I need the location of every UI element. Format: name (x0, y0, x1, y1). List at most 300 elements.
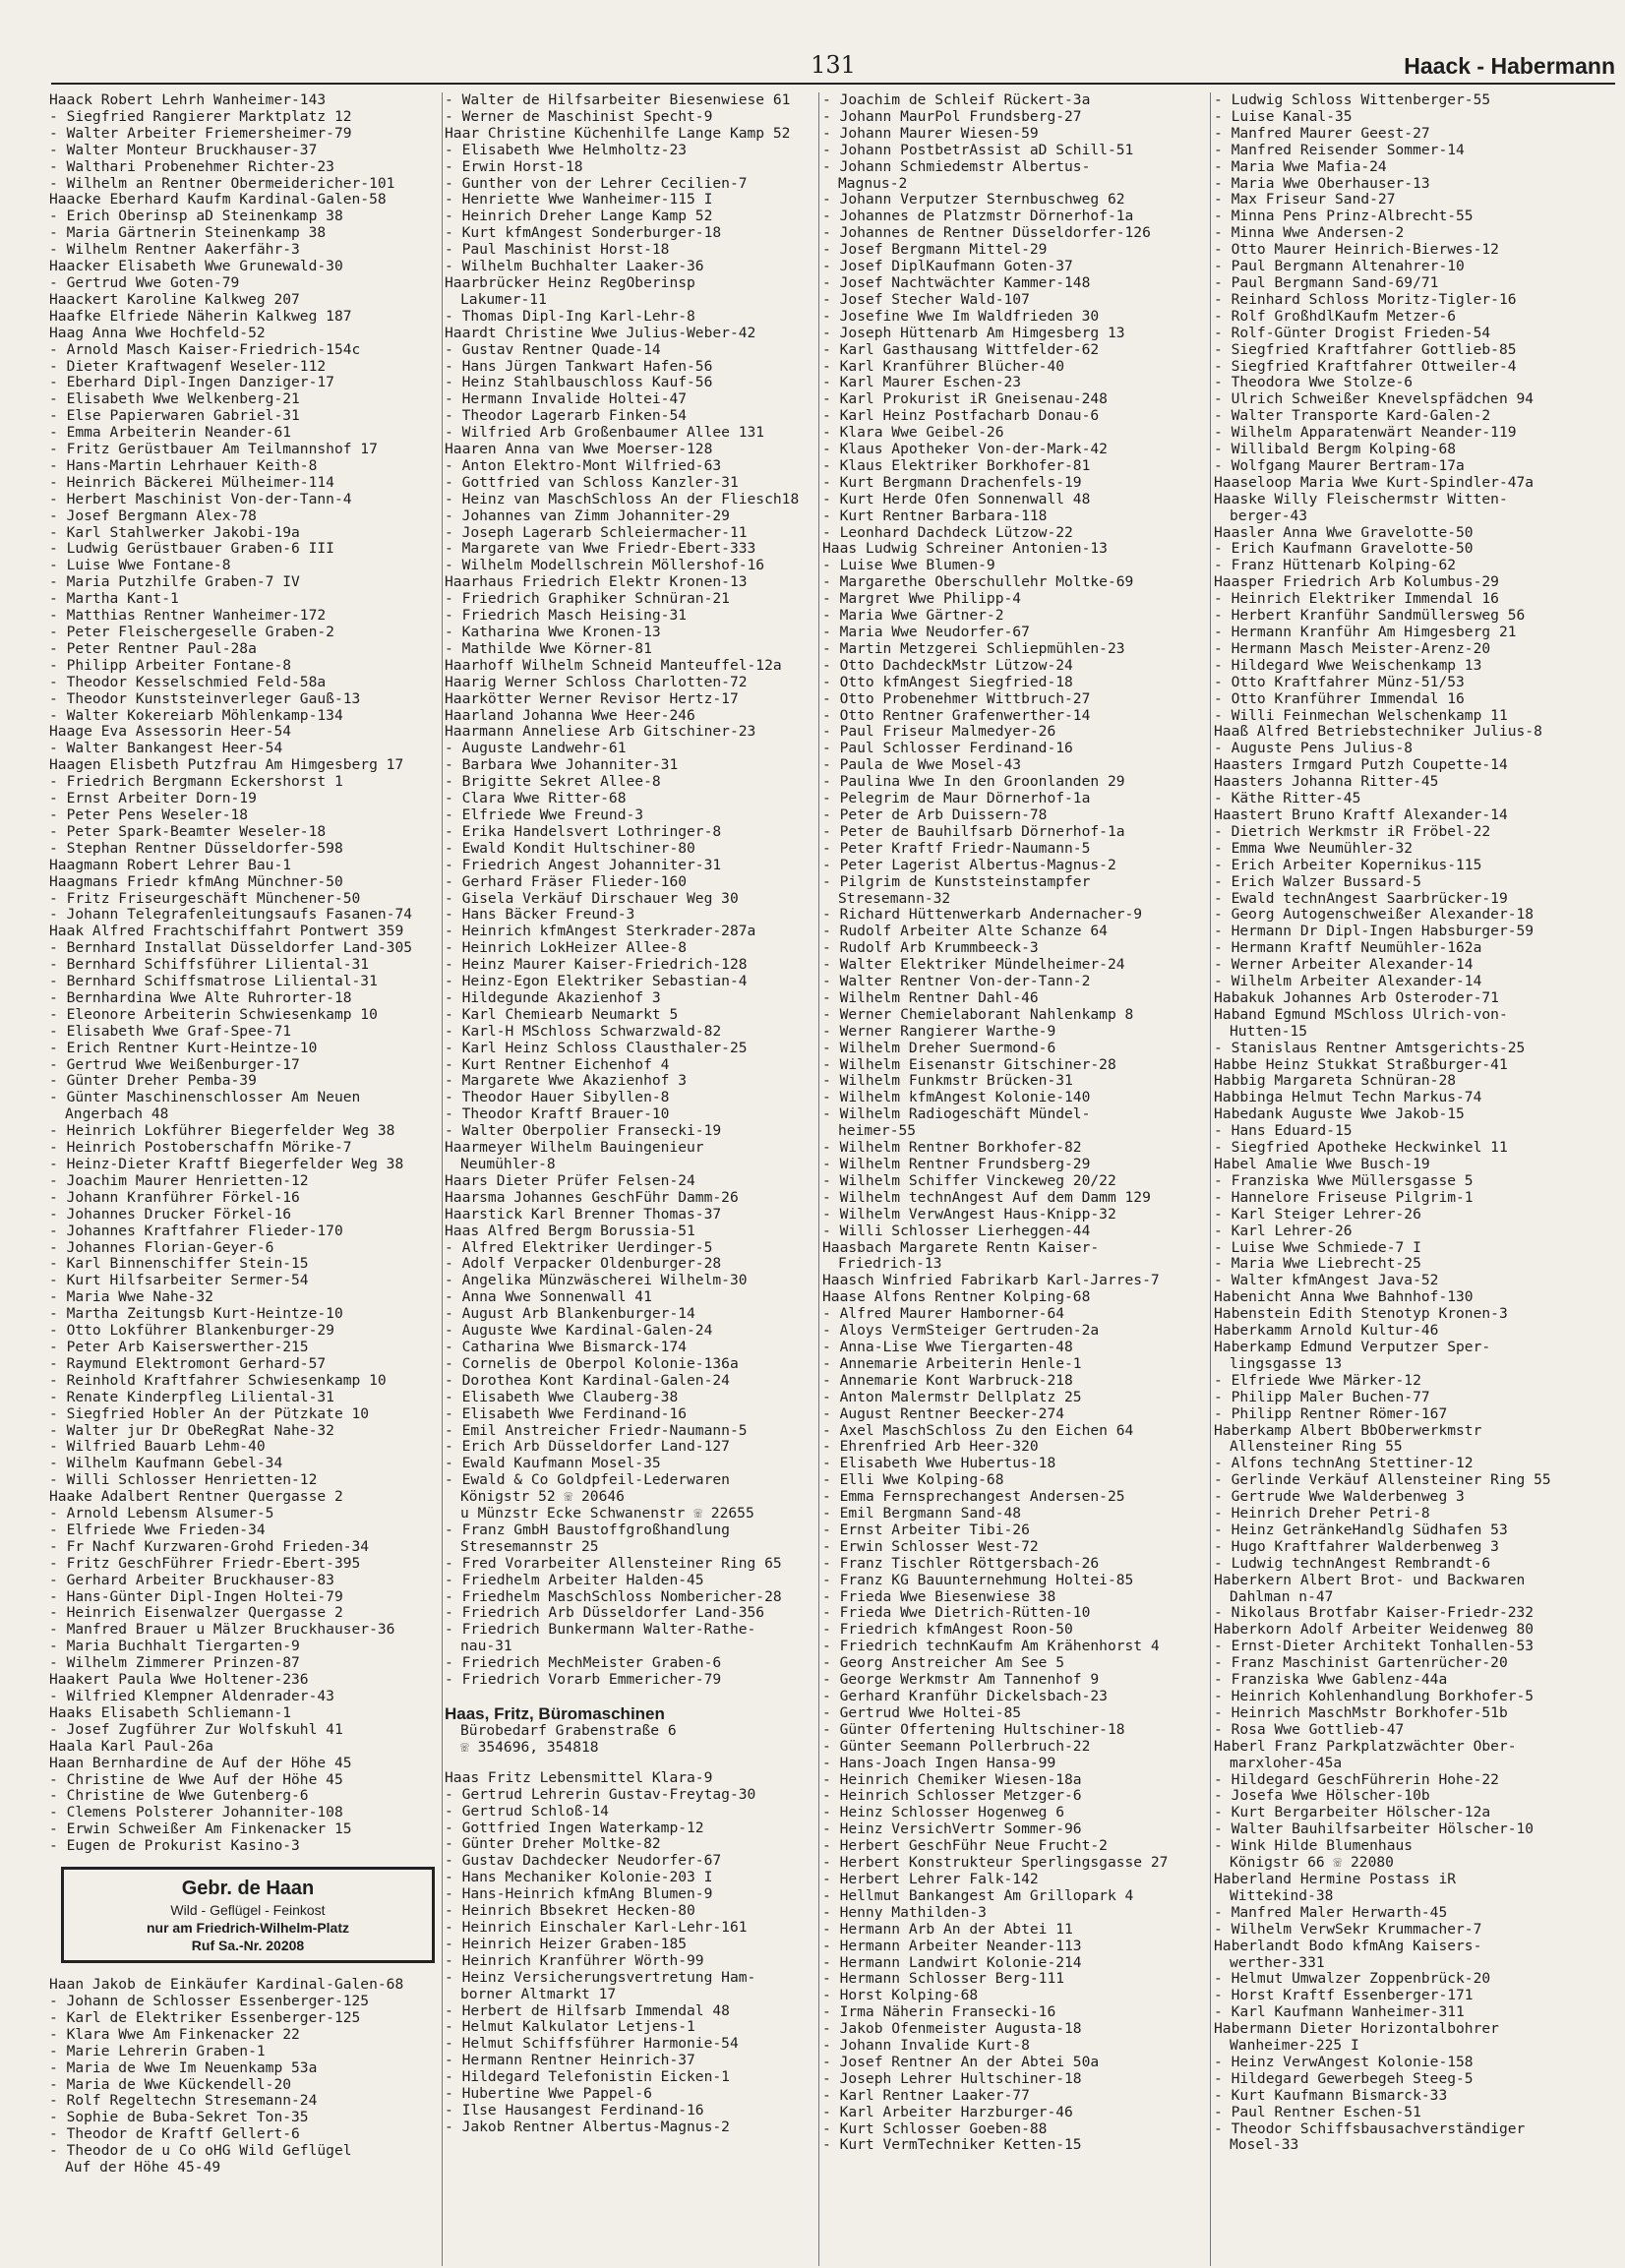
directory-entry: - Philipp Arbeiter Fontane-8 (49, 657, 292, 674)
directory-entry: - Eugen de Prokurist Kasino-3 (49, 1838, 300, 1855)
directory-entry: - Henriette Wwe Wanheimer-115 I (445, 192, 713, 209)
directory-entry: - Matthias Rentner Wanheimer-172 (49, 608, 327, 625)
directory-entry: - Helmut Kalkulator Letjens-1 (445, 2019, 695, 2036)
directory-entry: - Walter Monteur Bruckhauser-37 (49, 142, 318, 158)
directory-entry: - Gertrude Wwe Walderbenweg 3 (1214, 1489, 1465, 1506)
directory-entry-head: Haala Karl Paul-26a (49, 1738, 213, 1755)
directory-entry: - Klaus Apotheker Von-der-Mark-42 (822, 442, 1108, 458)
directory-entry: - Josef Zugführer Zur Wolfskuhl 41 (49, 1721, 343, 1738)
directory-entry: - Erich Kaufmann Gravelotte-50 (1214, 541, 1474, 558)
directory-entry: - Johannes Kraftfahrer Flieder-170 (49, 1223, 343, 1239)
directory-entry: - Manfred Maurer Geest-27 (1214, 125, 1430, 142)
directory-entry: - Johann Invalide Kurt-8 (822, 2038, 1030, 2055)
directory-entry: - Werner de Maschinist Specht-9 (445, 108, 713, 125)
directory-entry: - Friedrich kfmAngest Roon-50 (822, 1622, 1073, 1639)
directory-entry: - Johann Telegrafenleitungsaufs Fasanen-74 (49, 907, 413, 924)
directory-entry: - Heinrich Elektriker Immendal 16 (1214, 591, 1499, 608)
directory-entry: - Johann Maurer Wiesen-59 (822, 125, 1039, 142)
directory-entry: - Franz GmbH Baustoffgroßhandlung (445, 1522, 730, 1538)
directory-entry: - Theodor de Kraftf Gellert-6 (49, 2126, 300, 2143)
directory-entry: - Herbert Maschinist Von-der-Tann-4 (49, 491, 352, 507)
directory-entry: - August Rentner Beecker-274 (822, 1405, 1065, 1422)
directory-entry: - Rudolf Arb Krummbeeck-3 (822, 940, 1039, 957)
directory-entry: - Henny Mathilden-3 (822, 1904, 987, 1921)
directory-entry: - Heinrich Kranführer Wörth-99 (445, 1952, 704, 1969)
directory-entry: - Werner Arbeiter Alexander-14 (1214, 957, 1474, 974)
directory-entry: - Willi Schlosser Lierheggen-44 (822, 1223, 1091, 1239)
directory-entry: - Hermann Rentner Heinrich-37 (445, 2053, 695, 2069)
directory-entry: - Maria Gärtnerin Steinenkamp 38 (49, 225, 327, 242)
directory-entry: - Gisela Verkäuf Dirschauer Weg 30 (445, 890, 739, 907)
directory-entry: - Karl Prokurist iR Gneisenau-248 (822, 391, 1108, 408)
directory-entry: - Günter Seemann Pollerbruch-22 (822, 1738, 1091, 1755)
directory-entry: - Wilhelm VerwSekr Krummacher-7 (1214, 1921, 1482, 1938)
directory-entry: - Maria Wwe Oberhauser-13 (1214, 175, 1430, 192)
directory-entry: - Heinrich MaschMstr Borkhofer-51b (1214, 1704, 1508, 1721)
directory-entry: - Heinz Stahlbauschloss Kauf-56 (445, 375, 713, 391)
directory-entry: - Nikolaus Brotfabr Kaiser-Friedr-232 (1214, 1605, 1535, 1622)
directory-entry: - Auguste Landwehr-61 (445, 741, 627, 757)
directory-entry-head: Haagmans Friedr kfmAng Münchner-50 (49, 873, 343, 890)
directory-entry: - Kurt Bergmann Drachenfels-19 (822, 474, 1082, 491)
directory-entry: - Ewald Kondit Hultschiner-80 (445, 840, 695, 857)
directory-entry: - Günter Dreher Pemba-39 (49, 1073, 257, 1090)
directory-entry: - Pelegrim de Maur Dörnerhof-1a (822, 791, 1091, 807)
directory-entry: - Josef Rentner An der Abtei 50a (822, 2054, 1100, 2070)
directory-entry-continuation: Dahlman n-47 (1230, 1588, 1334, 1605)
directory-entry: - Erich Oberinsp aD Steinenkamp 38 (49, 209, 343, 225)
column-2-entries-after (445, 1770, 816, 2136)
directory-entry: - Thomas Dipl-Ing Karl-Lehr-8 (445, 308, 695, 325)
directory-entry: - Eberhard Dipl-Ingen Danziger-17 (49, 375, 334, 391)
directory-entry: - Stephan Rentner Düsseldorfer-598 (49, 840, 343, 857)
directory-entry: - Peter Fleischergeselle Graben-2 (49, 625, 334, 640)
directory-entry: - Karl Maurer Eschen-23 (822, 375, 1022, 391)
directory-entry: - Hellmut Bankangest Am Grillopark 4 (822, 1887, 1134, 1904)
directory-entry: - Gustav Rentner Quade-14 (445, 341, 661, 358)
directory-entry: - Heinz Versicherungsvertretung Ham- (445, 1969, 756, 1986)
directory-entry: - Karl Lehrer-26 (1214, 1223, 1353, 1239)
directory-entry: - Irma Näherin Fransecki-16 (822, 2004, 1056, 2021)
directory-entry: - Otto Probenehmer Wittbruch-27 (822, 690, 1091, 707)
column-2-entries (445, 92, 816, 1689)
directory-entry: - Hildegard Gewerbegeh Steeg-5 (1214, 2070, 1474, 2087)
directory-entry: - Walter Transporte Kard-Galen-2 (1214, 408, 1491, 425)
directory-entry: - Heinrich kfmAngest Sterkrader-287a (445, 924, 756, 940)
directory-entry: - Kurt Schlosser Goeben-88 (822, 2120, 1048, 2137)
directory-entry: - Erwin Schlosser West-72 (822, 1538, 1039, 1555)
advert-phone: Ruf Sa.-Nr. 20208 (191, 1938, 305, 1954)
column-4 (1214, 92, 1613, 2154)
directory-entry: - Kurt Herde Öfen Sonnenwall 48 (822, 491, 1091, 507)
directory-entry: - Raymund Elektromont Gerhard-57 (49, 1355, 327, 1372)
directory-entry-head: Haarstick Karl Brenner Thomas-37 (445, 1206, 722, 1223)
directory-entry-head: Haack Robert Lehrh Wanheimer-143 (49, 92, 327, 108)
directory-entry-head: Habbig Margareta Schnüran-28 (1214, 1073, 1457, 1090)
directory-entry: - Otto Maurer Heinrich-Bierwes-12 (1214, 242, 1499, 259)
directory-entry: - Günter Offertening Hultschiner-18 (822, 1721, 1125, 1738)
directory-entry-head: Haafke Elfriede Näherin Kalkweg 187 (49, 308, 352, 325)
directory-entry: - Walter Rentner Von-der-Tann-2 (822, 974, 1091, 990)
directory-entry: - Adolf Verpacker Oldenburger-28 (445, 1256, 722, 1273)
directory-entry: - Erwin Horst-18 (445, 158, 583, 175)
directory-entry: - Rolf-Günter Drogist Frieden-54 (1214, 325, 1491, 341)
directory-entry-head: Habbe Heinz Stukkat Straßburger-41 (1214, 1056, 1508, 1073)
directory-entry: - Joseph Lehrer Hultschiner-18 (822, 2070, 1082, 2087)
directory-entry: - Helmut Schiffsführer Harmonie-54 (445, 2036, 739, 2053)
directory-entry: - Siegfried Apotheke Heckwinkel 11 (1214, 1140, 1508, 1157)
directory-entry: - Siegfried Kraftfahrer Gottlieb-85 (1214, 341, 1517, 358)
directory-entry: - Minna Wwe Andersen-2 (1214, 225, 1405, 242)
directory-entry: - Käthe Ritter-45 (1214, 791, 1361, 807)
bold-heading: Haas, Fritz, Büromaschinen (445, 1704, 665, 1723)
directory-entry: - Peter de Bauhilfsarb Dörnerhof-1a (822, 823, 1125, 840)
directory-entry: - Kurt VermTechniker Ketten-15 (822, 2137, 1082, 2154)
directory-entry: - Karl Rentner Laaker-77 (822, 2087, 1030, 2104)
directory-entry: - Franz Tischler Röttgersbach-26 (822, 1555, 1100, 1572)
directory-entry: - Hans-Joach Ingen Hansa-99 (822, 1755, 1056, 1771)
directory-entry: - Johannes van Zimm Johanniter-29 (445, 507, 730, 524)
directory-entry: - Karl Chemiearb Neumarkt 5 (445, 1006, 679, 1023)
directory-entry: - Paul Schlosser Ferdinand-16 (822, 741, 1073, 757)
directory-entry: - Peter de Arb Duissern-78 (822, 806, 1048, 823)
directory-entry-head: Habedank Auguste Wwe Jakob-15 (1214, 1106, 1465, 1123)
directory-entry: - Pilgrim de Kunststeinstampfer (822, 873, 1091, 890)
column-divider (442, 92, 443, 2266)
directory-entry: - Theodor Kunststeinverleger Gauß-13 (49, 690, 361, 707)
directory-entry: - Wink Hilde Blumenhaus (1214, 1838, 1414, 1855)
directory-entry-head: Haaseloop Maria Wwe Kurt-Spindler-47a (1214, 474, 1535, 491)
directory-entry: - Wilhelm Modellschrein Möllershof-16 (445, 558, 765, 574)
directory-entry: - Hubertine Wwe Pappel-6 (445, 2086, 652, 2103)
directory-entry: - Gustav Dachdecker Neudorfer-67 (445, 1853, 722, 1870)
directory-entry: - Elisabeth Wwe Hubertus-18 (822, 1456, 1056, 1472)
directory-entry: - Hermann Arb An der Abtei 11 (822, 1921, 1073, 1938)
directory-entry: - Hildegunde Akazienhof 3 (445, 989, 661, 1006)
directory-entry: - Heinz van MaschSchloss An der Fliesch18 (445, 491, 800, 507)
advert-location: nur am Friedrich-Wilhelm-Platz (146, 1920, 349, 1937)
directory-entry: - Margret Wwe Philipp-4 (822, 591, 1022, 608)
directory-entry: - Herbert Konstrukteur Sperlingsgasse 27 (822, 1855, 1169, 1872)
directory-entry: - Johann Kranführer Förkel-16 (49, 1189, 300, 1206)
directory-entry: - Walter Bauhilfsarbeiter Hölscher-10 (1214, 1821, 1535, 1838)
directory-entry: - Horst Kraftf Essenberger-171 (1214, 1988, 1474, 2004)
directory-entry-head: Habenicht Anna Wwe Bahnhof-130 (1214, 1289, 1474, 1306)
directory-entry: - Friedrich Bunkermann Walter-Rathe- (445, 1622, 756, 1639)
directory-entry: - Otto DachdeckMstr Lützow-24 (822, 657, 1073, 674)
directory-entry: - Elisabeth Wwe Graf-Spee-71 (49, 1023, 292, 1040)
directory-entry: - Joseph Lagerarb Schleiermacher-11 (445, 524, 748, 541)
directory-entry: - Luise Wwe Blumen-9 (822, 558, 995, 574)
directory-entry: - Anna Wwe Sonnenwall 41 (445, 1289, 652, 1306)
directory-entry: - Walter Elektriker Mündelheimer-24 (822, 957, 1125, 974)
directory-entry: - Maria Wwe Neudorfer-67 (822, 625, 1030, 640)
directory-entry: - Gerhard Arbeiter Bruckhauser-83 (49, 1572, 334, 1588)
directory-entry: - Karl Stahlwerker Jakobi-19a (49, 524, 300, 541)
directory-entry: - Johannes Florian-Geyer-6 (49, 1239, 274, 1256)
directory-entry-head: Haband Egmund MSchloss Ulrich-von- (1214, 1006, 1508, 1023)
directory-entry-head: Haberkamp Edmund Verputzer Sper- (1214, 1339, 1491, 1355)
directory-entry-head: Haasbach Margarete Rentn Kaiser- (822, 1239, 1100, 1256)
directory-entry-head: Haagen Elisbeth Putzfrau Am Himgesberg 17 (49, 757, 404, 774)
directory-entry-head: Haacke Eberhard Kaufm Kardinal-Galen-58 (49, 192, 387, 209)
directory-entry: - Willi Schlosser Henrietten-12 (49, 1472, 318, 1489)
directory-entry: - Willibald Bergm Kolping-68 (1214, 442, 1457, 458)
directory-entry: - Heinz VerwAngest Kolonie-158 (1214, 2054, 1474, 2070)
directory-entry: - Karl-H MSchloss Schwarzwald-82 (445, 1023, 722, 1040)
directory-entry: - Johann de Schlosser Essenberger-125 (49, 1993, 370, 2009)
directory-entry: - Minna Pens Prinz-Albrecht-55 (1214, 209, 1474, 225)
directory-entry: - Peter Pens Weseler-18 (49, 806, 249, 823)
directory-entry-head: Haberkern Albert Brot- und Backwaren (1214, 1572, 1526, 1588)
directory-entry: - Clemens Polsterer Johanniter-108 (49, 1805, 343, 1821)
directory-entry: - Jakob Ofenmeister Augusta-18 (822, 2021, 1082, 2038)
directory-entry-continuation: Stresemann-32 (838, 890, 951, 907)
directory-entry: - Johann MaurPol Frundsberg-27 (822, 108, 1082, 125)
directory-entry: - Dorothea Kont Kardinal-Galen-24 (445, 1372, 730, 1389)
directory-entry: - Marie Lehrerin Graben-1 (49, 2043, 266, 2059)
directory-entry: - Wilhelm Buchhalter Laaker-36 (445, 259, 704, 275)
directory-entry: - Gerhard Fräser Flieder-160 (445, 873, 688, 890)
page-header (51, 49, 1615, 85)
directory-entry: - Christine de Wwe Gutenberg-6 (49, 1788, 309, 1805)
directory-entry: - Jakob Rentner Albertus-Magnus-2 (445, 2119, 730, 2135)
directory-entry-continuation: marxloher-45a (1230, 1755, 1343, 1771)
directory-entry: - Auguste Wwe Kardinal-Galen-24 (445, 1323, 713, 1340)
directory-entry: - Johann Schmiedemstr Albertus- (822, 158, 1091, 175)
directory-entry: - Erich Arb Düsseldorfer Land-127 (445, 1439, 730, 1456)
directory-entry-head: Haars Dieter Prüfer Felsen-24 (445, 1172, 695, 1189)
directory-entry-head: Haan Jakob de Einkäufer Kardinal-Galen-68 (49, 1977, 404, 1994)
directory-entry: - Wilhelm kfmAngest Kolonie-140 (822, 1090, 1091, 1106)
directory-entry-head: Habenstein Edith Stenotyp Kronen-3 (1214, 1306, 1508, 1323)
directory-entry: - Heinz-Dieter Kraftf Biegerfelder Weg 38 (49, 1157, 404, 1172)
directory-entry-continuation: Mosel-33 (1230, 2137, 1299, 2154)
directory-entry: - Joachim Maurer Henrietten-12 (49, 1172, 309, 1189)
directory-entry-continuation: Neumühler-8 (460, 1157, 556, 1172)
directory-entry: - Josef Bergmann Alex-78 (49, 507, 257, 524)
directory-entry-continuation: ☏ 354696, 354818 (460, 1739, 599, 1756)
directory-entry-head: Haberlandt Bodo kfmAng Kaisers- (1214, 1938, 1482, 1954)
directory-entry-continuation: Auf der Höhe 45-49 (65, 2160, 221, 2177)
directory-entry: - Theodor Hauer Sibyllen-8 (445, 1090, 670, 1106)
directory-entry: - Friedrich Bergmann Eckershorst 1 (49, 774, 343, 791)
directory-entry: - Elfriede Wwe Frieden-34 (49, 1522, 266, 1538)
directory-entry: - Hans Jürgen Tankwart Hafen-56 (445, 358, 713, 375)
column-divider (818, 92, 819, 2266)
directory-entry: - Heinrich Bbsekret Hecken-80 (445, 1903, 695, 1920)
directory-entry: - Manfred Brauer u Mälzer Bruckhauser-36 (49, 1622, 395, 1639)
directory-entry: - Josef Nachtwächter Kammer-148 (822, 274, 1091, 291)
directory-entry: - Ernst Arbeiter Tibi-26 (822, 1522, 1030, 1538)
directory-entry-head: Haasters Irmgard Putzh Coupette-14 (1214, 757, 1508, 774)
directory-entry-continuation: Allensteiner Ring 55 (1230, 1439, 1403, 1456)
directory-entry: - Alfred Elektriker Uerdinger-5 (445, 1239, 713, 1256)
directory-entry: - Heinrich Eisenwalzer Quergasse 2 (49, 1605, 343, 1622)
directory-entry: - Wilhelm Radiogeschäft Mündel- (822, 1106, 1091, 1123)
directory-entry: - Heinrich Postoberschaffn Mörike-7 (49, 1140, 352, 1157)
directory-entry: - Anton Elektro-Mont Wilfried-63 (445, 457, 722, 474)
directory-entry-head: Habbinga Helmut Techn Markus-74 (1214, 1090, 1482, 1106)
directory-entry: - Friedrich MechMeister Graben-6 (445, 1655, 722, 1672)
directory-entry: - Otto Rentner Grafenwerther-14 (822, 707, 1091, 724)
directory-entry: - Hermann Invalide Holtei-47 (445, 391, 688, 408)
directory-entry: - Herbert Kranführ Sandmüllersweg 56 (1214, 608, 1526, 625)
directory-entry: - Martin Metzgerei Schliepmühlen-23 (822, 640, 1125, 657)
directory-entry: - Walthari Probenehmer Richter-23 (49, 158, 334, 175)
directory-entry: - Stanislaus Rentner Amtsgerichts-25 (1214, 1040, 1526, 1056)
directory-entry-continuation: Wittekind-38 (1230, 1887, 1334, 1904)
directory-entry: - Heinrich Schlosser Metzger-6 (822, 1788, 1082, 1805)
directory-entry: - Johannes Drucker Förkel-16 (49, 1206, 292, 1223)
directory-entry: - Siegfried Rangierer Marktplatz 12 (49, 108, 352, 125)
directory-entry: - Hugo Kraftfahrer Walderbenweg 3 (1214, 1538, 1499, 1555)
column-2-bold-lines (445, 1723, 816, 1757)
advert-firm: Gebr. de Haan (181, 1878, 315, 1900)
directory-entry: - Hermann Kraftf Neumühler-162a (1214, 940, 1482, 957)
directory-entry: - Paul Friseur Malmedyer-26 (822, 724, 1056, 741)
directory-entry: - Heinz-Egon Elektriker Sebastian-4 (445, 974, 748, 990)
advert-box (61, 1867, 435, 1963)
directory-entry: - Paul Bergmann Sand-69/71 (1214, 274, 1439, 291)
directory-entry: - Dieter Kraftwagenf Weseler-112 (49, 358, 327, 375)
directory-entry: - Maria Wwe Liebrecht-25 (1214, 1256, 1421, 1273)
directory-entry: - Frieda Wwe Biesenwiese 38 (822, 1588, 1056, 1605)
directory-entry: - Hermann Dr Dipl-Ingen Habsburger-59 (1214, 924, 1535, 940)
directory-entry: - Wilhelm Rentner Frundsberg-29 (822, 1157, 1091, 1172)
directory-entry: - Hermann Arbeiter Neander-113 (822, 1938, 1082, 1954)
directory-entry: - Heinrich Dreher Lange Kamp 52 (445, 209, 713, 225)
directory-entry: - Reinhold Kraftfahrer Schwiesenkamp 10 (49, 1372, 387, 1389)
directory-entry: - Günter Maschinenschlosser Am Neuen (49, 1090, 361, 1106)
directory-entry: - Maria de Wwe Kückendell-20 (49, 2076, 292, 2093)
directory-entry: - Karl Kaufmann Wanheimer-311 (1214, 2004, 1465, 2021)
directory-entry-continuation: Lakumer-11 (460, 291, 547, 308)
directory-entry: - Axel MaschSchloss Zu den Eichen 64 (822, 1422, 1134, 1439)
directory-entry: - Gertrud Wwe Goten-79 (49, 274, 240, 291)
directory-entry: - Gertrud Lehrerin Gustav-Freytag-30 (445, 1786, 756, 1803)
directory-entry: - Ludwig Schloss Wittenberger-55 (1214, 92, 1491, 108)
directory-entry-continuation: Hutten-15 (1230, 1023, 1308, 1040)
directory-entry: - Heinrich Lokführer Biegerfelder Weg 38 (49, 1123, 395, 1140)
directory-entry: - Erika Handelsvert Lothringer-8 (445, 823, 722, 840)
directory-entry: - Josef Bergmann Mittel-29 (822, 242, 1048, 259)
directory-entry-head: Haberland Hermine Postass iR (1214, 1871, 1457, 1887)
advert-goods: Wild - Geflügel - Feinkost (170, 1902, 326, 1919)
directory-entry: - Christine de Wwe Auf der Höhe 45 (49, 1771, 343, 1788)
directory-entry: - Klara Wwe Am Finkenacker 22 (49, 2026, 300, 2043)
directory-entry: - Hans-Günter Dipl-Ingen Holtei-79 (49, 1588, 343, 1605)
directory-entry-head: Haasler Anna Wwe Gravelotte-50 (1214, 524, 1474, 541)
directory-entry: - Anna-Lise Wwe Tiergarten-48 (822, 1339, 1073, 1355)
directory-entry-head: Haarig Werner Schloss Charlotten-72 (445, 674, 748, 690)
directory-entry: - Joseph Hüttenarb Am Himgesberg 13 (822, 325, 1125, 341)
column-1 (49, 92, 441, 2177)
directory-entry: - Wilhelm Rentner Dahl-46 (822, 989, 1039, 1006)
directory-entry: - Eleonore Arbeiterin Schwiesenkamp 10 (49, 1006, 378, 1023)
directory-entry: - Emma Wwe Neumühler-32 (1214, 840, 1414, 857)
directory-entry: - Walter Arbeiter Friemersheimer-79 (49, 125, 352, 142)
directory-entry: - Ewald Kaufmann Mosel-35 (445, 1456, 661, 1472)
directory-entry: - Ludwig Gerüstbauer Graben-6 III (49, 541, 334, 558)
directory-entry-head: Haberl Franz Parkplatzwächter Ober- (1214, 1738, 1517, 1755)
directory-entry: - Maria Buchhalt Tiergarten-9 (49, 1639, 300, 1655)
directory-entry: - Fritz Friseurgeschäft Münchener-50 (49, 890, 361, 907)
directory-entry: - Kurt kfmAngest Sonderburger-18 (445, 225, 722, 242)
directory-entry: - Margarete Wwe Akazienhof 3 (445, 1073, 688, 1090)
directory-entry: - Heinrich Heizer Graben-185 (445, 1936, 688, 1952)
directory-entry: - Franziska Wwe Gablenz-44a (1214, 1672, 1448, 1689)
directory-entry: - Maria Wwe Nahe-32 (49, 1289, 213, 1306)
directory-entry: - Johann PostbetrAssist aD Schill-51 (822, 142, 1134, 158)
directory-entry: - Erich Arbeiter Kopernikus-115 (1214, 857, 1482, 873)
directory-entry: - Johannes de Rentner Düsseldorfer-126 (822, 225, 1151, 242)
directory-entry-continuation: berger-43 (1230, 507, 1308, 524)
directory-entry: - Karl Steiger Lehrer-26 (1214, 1206, 1421, 1223)
directory-entry: - Rolf Regeltechn Stresemann-24 (49, 2093, 318, 2110)
directory-entry: - Otto Lokführer Blankenburger-29 (49, 1323, 334, 1340)
directory-entry-head: Haasper Friedrich Arb Kolumbus-29 (1214, 574, 1499, 591)
directory-entry: - Kurt Kaufmann Bismarck-33 (1214, 2087, 1448, 2104)
directory-entry-head: Haarsma Johannes GeschFühr Damm-26 (445, 1189, 739, 1206)
directory-entry: - Franz Maschinist Gartenrücher-20 (1214, 1655, 1508, 1672)
directory-entry: - Franz Hüttenarb Kolping-62 (1214, 558, 1457, 574)
directory-entry-head: Haarland Johanna Wwe Heer-246 (445, 707, 695, 724)
directory-entry: - Wilhelm technAngest Auf dem Damm 129 (822, 1189, 1151, 1206)
directory-entry-head: Haarmann Anneliese Arb Gitschiner-23 (445, 724, 756, 741)
directory-entry-head: Haase Alfons Rentner Kolping-68 (822, 1289, 1091, 1306)
directory-entry-head: Haakert Paula Wwe Holtener-236 (49, 1672, 309, 1689)
directory-entry: - Wilhelm Apparatenwärt Neander-119 (1214, 425, 1517, 442)
directory-entry: - George Werkmstr Am Tannenhof 9 (822, 1672, 1100, 1689)
directory-entry: - Heinz Schlosser Hogenweg 6 (822, 1805, 1065, 1821)
directory-entry: - Siegfried Hobler An der Pützkate 10 (49, 1405, 370, 1422)
directory-entry: - Peter Arb Kaiserswerther-215 (49, 1339, 309, 1355)
directory-entry: - Wolfgang Maurer Bertram-17a (1214, 457, 1465, 474)
directory-entry-head: Habakuk Johannes Arb Osteroder-71 (1214, 989, 1499, 1006)
directory-entry: - Wilhelm Schiffer Vinckeweg 20/22 (822, 1172, 1116, 1189)
directory-entry: - August Arb Blankenburger-14 (445, 1306, 695, 1323)
directory-entry: - Wilhelm Dreher Suermond-6 (822, 1040, 1056, 1056)
directory-entry: - Wilfried Arb Großenbaumer Allee 131 (445, 425, 765, 442)
directory-entry: - Walter Kokereiarb Möhlenkamp-134 (49, 707, 343, 724)
directory-entry: - Frieda Wwe Dietrich-Rütten-10 (822, 1605, 1091, 1622)
directory-entry: - Josefa Wwe Hölscher-10b (1214, 1788, 1430, 1805)
directory-entry-head: Haar Christine Küchenhilfe Lange Kamp 52 (445, 125, 791, 142)
directory-entry: - Theodor Kesselschmied Feld-58a (49, 674, 327, 690)
directory-entry-continuation: Wanheimer-225 I (1230, 2038, 1359, 2055)
directory-entry: - Auguste Pens Julius-8 (1214, 741, 1414, 757)
directory-entry: - Horst Kolping-68 (822, 1988, 979, 2004)
directory-entry: - Heinz GetränkeHandlg Südhafen 53 (1214, 1522, 1508, 1538)
column-3-entries (822, 92, 1208, 2154)
directory-entry-head: Haas Ludwig Schreiner Antonien-13 (822, 541, 1108, 558)
directory-entry: - Hermann Masch Meister-Arenz-20 (1214, 640, 1491, 657)
directory-entry: - Hannelore Friseuse Pilgrim-1 (1214, 1189, 1474, 1206)
directory-entry-continuation: Angerbach 48 (65, 1106, 169, 1123)
directory-entry: - Paul Rentner Eschen-51 (1214, 2104, 1421, 2120)
directory-entry: - Peter Spark-Beamter Weseler-18 (49, 823, 327, 840)
directory-entry-continuation: nau-31 (460, 1639, 512, 1655)
directory-entry-continuation: Stresemannstr 25 (460, 1538, 599, 1555)
directory-entry: - Elli Wwe Kolping-68 (822, 1472, 1004, 1489)
directory-entry-head: Haas Fritz Lebensmittel Klara-9 (445, 1769, 713, 1786)
directory-entry: - Fritz GeschFührer Friedr-Ebert-395 (49, 1555, 361, 1572)
directory-entry-head: Haage Eva Assessorin Heer-54 (49, 724, 292, 741)
directory-entry-head: Haarmeyer Wilhelm Bauingenieur (445, 1140, 704, 1157)
directory-entry: - Siegfried Kraftfahrer Ottweiler-4 (1214, 358, 1517, 375)
directory-entry: - Klaus Elektriker Borkhofer-81 (822, 457, 1091, 474)
